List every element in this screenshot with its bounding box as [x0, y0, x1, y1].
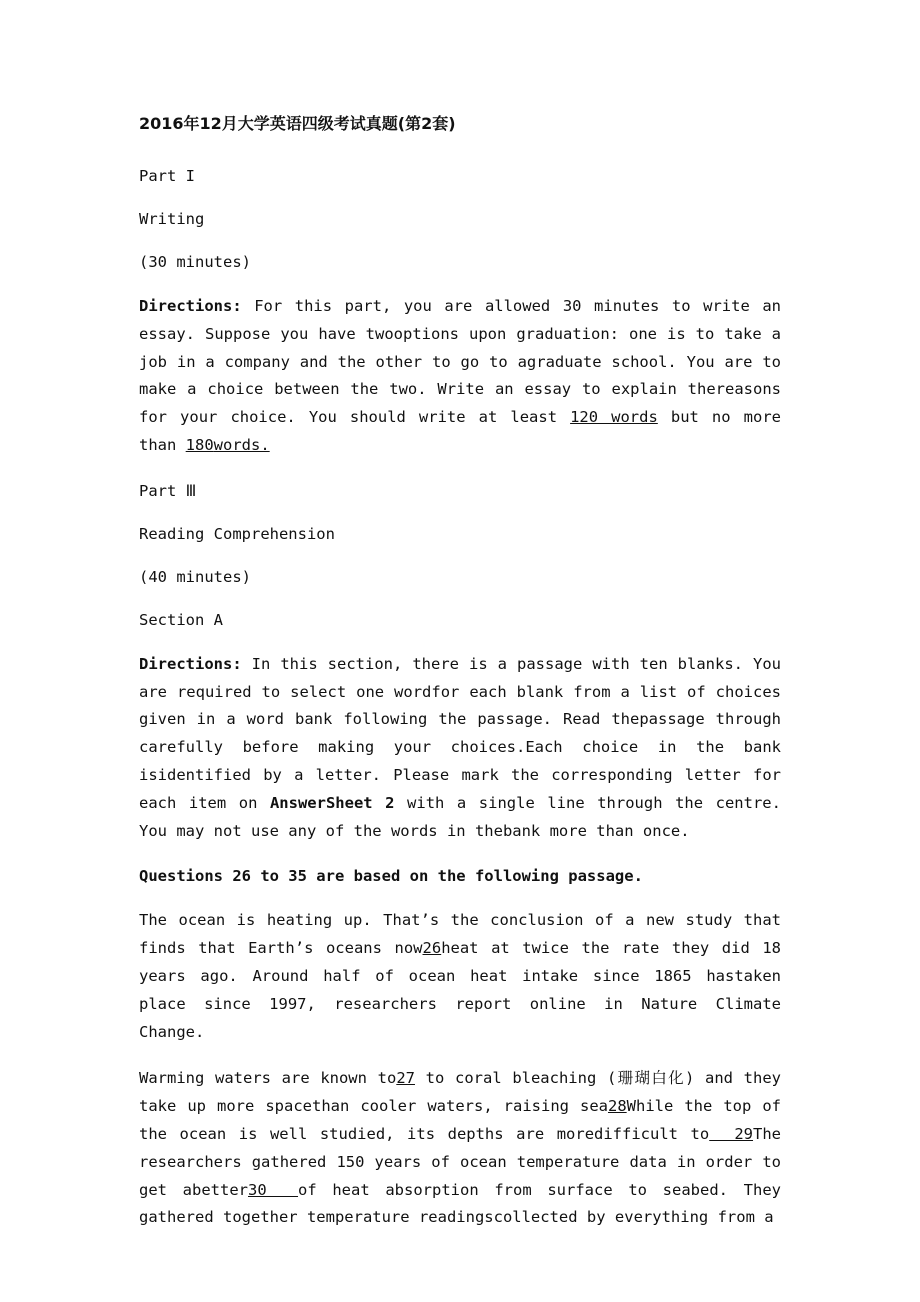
- passage-paragraph-2: [139, 1065, 781, 1232]
- part-3-directions: [139, 651, 781, 846]
- directions-text: but no more than: [139, 408, 781, 454]
- directions-label: Directions:: [139, 297, 242, 315]
- passage-text: of heat absorption from surface to seabed. They gathered together temperature readingscollected by everything from a: [139, 1180, 781, 1227]
- part-1-time: (30 minutes): [139, 253, 251, 271]
- max-words-number: 180: [185, 435, 214, 454]
- blank-28: 28: [607, 1097, 627, 1116]
- passage-text: to coral bleaching (珊瑚白化) and they take up more spacethan cooler waters, raising sea: [139, 1069, 781, 1116]
- questions-intro: Questions 26 to 35 are based on the following passage.: [139, 867, 643, 886]
- part-1-name: Writing: [139, 210, 205, 228]
- blank-27: 27: [396, 1069, 415, 1088]
- blank-26: 26: [422, 939, 442, 958]
- directions-label: Directions:: [139, 654, 242, 673]
- passage-text: heat at twice the rate they did 18 years ago. Around half of ocean heat intake since 1865 hastaken place since 1997, researchers report online in Nature Climate Change.: [139, 939, 782, 1041]
- part-3-name: Reading Comprehension: [139, 524, 335, 543]
- part-1-directions: [139, 293, 781, 460]
- blank-29: 29: [709, 1124, 754, 1143]
- directions-text: For this part, you are allowed 30 minutes to write an essay. Suppose you have twooptions upon graduation: one is to take a job in a company and the other to go to agraduate school. You are to make a choice between the two. Write an essay to explain thereasons for your choice. You should write at least: [139, 297, 781, 427]
- blank-30: 30: [248, 1180, 299, 1199]
- max-words-unit: words.: [213, 435, 270, 454]
- part-1-label: Part I: [139, 167, 195, 185]
- directions-text: with a single line through the centre. You may not use any of the words in thebank more than once.: [139, 793, 781, 840]
- section-a-label: Section A: [139, 610, 223, 629]
- passage-text: Warming waters are known to: [139, 1069, 397, 1088]
- passage-paragraph-1: [139, 907, 781, 1046]
- min-words: 120 words: [570, 408, 658, 427]
- answer-sheet-ref: AnswerSheet 2: [269, 793, 395, 812]
- directions-text: In this section, there is a passage with ten blanks. You are required to select one wordfor each blank from a list of choices given in a word bank following the passage. Read thepassage through carefully before making your choices.Each choice in the bank isidentified by a letter. Please mark the corresponding letter for each item on: [139, 654, 781, 812]
- document-title: 2016年12月大学英语四级考试真题(第2套): [139, 114, 456, 133]
- passage-text: The ocean is heating up. That’s the conclusion of a new study that finds that Earth’s oceans now: [139, 911, 781, 958]
- part-3-label: Part Ⅲ: [139, 481, 197, 500]
- passage-text: While the top of the ocean is well studied, its depths are moredifficult to: [139, 1097, 781, 1143]
- passage-text: The researchers gathered 150 years of ocean temperature data in order to get abetter: [139, 1124, 782, 1199]
- document-page: [139, 112, 781, 1251]
- part-3-time: (40 minutes): [139, 567, 251, 586]
